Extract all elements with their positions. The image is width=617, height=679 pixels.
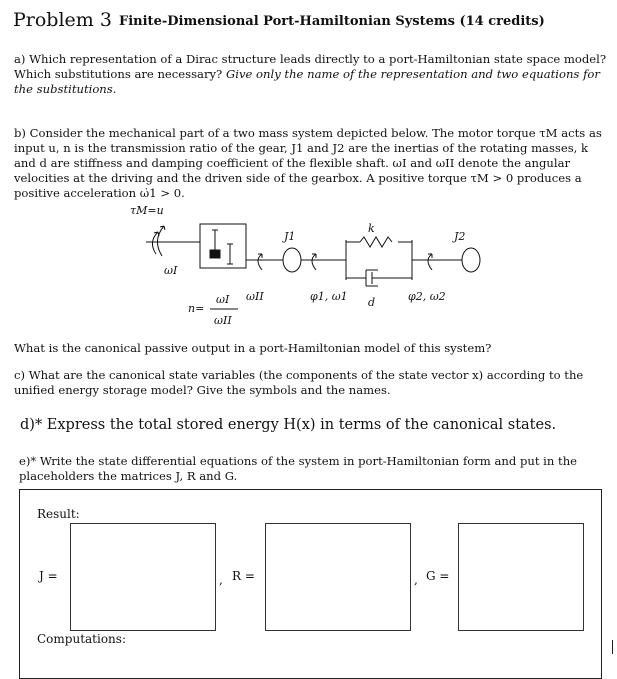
omega-ii-arrow [258, 254, 262, 270]
omega-ii-label: ωII [246, 290, 264, 303]
j-label: J = [39, 569, 58, 583]
part-a-emphasis: Give only the name of the representation and two equations for the substitutions. [14, 67, 600, 96]
inertia-j2 [462, 248, 480, 272]
phi2-label: φ2, ω2 [408, 290, 446, 303]
d-label: d [368, 296, 376, 309]
part-d-question: d)* Express the total stored energy H(x) in terms of the canonical states. [20, 417, 557, 433]
k-label: k [368, 222, 375, 235]
gearbox [200, 224, 246, 268]
page-edge-mark [612, 640, 613, 654]
problem-title: Problem 3 [13, 9, 112, 31]
torque-arrow-2 [157, 226, 164, 256]
part-c-question: c) What are the canonical state variables (the components of the state vector x) according to the unified energy storage model? Give the symbols and the names. [14, 368, 584, 397]
result-label: Result: [37, 507, 80, 521]
r-label: R = [232, 569, 255, 583]
two-mass-figure [120, 200, 500, 330]
tau-label: τM=u [130, 204, 164, 217]
result-box [19, 489, 602, 679]
part-a-question [14, 52, 610, 97]
phi1-arrow [312, 254, 316, 270]
n-eq-label: n= [188, 302, 205, 315]
separator-2: , [414, 573, 418, 587]
spring-k [360, 237, 392, 247]
j2-label: J2 [454, 230, 466, 243]
omega-ii-frac-label: ωII [214, 314, 232, 327]
r-matrix-input[interactable] [265, 523, 411, 631]
part-b-question: b) Consider the mechanical part of a two mass system depicted below. The motor torque τM acts as input u, n is the transmission ratio of the gear, J1 and J2 are the inertias of the rotating masses, k and d are stiffness and damping coefficient of the flexible shaft. ωI and ωII denote the angular velocities at the driving and the driven side of the gearbox. A positive torque τM > 0 produces a positive acceleration ω̇1 > 0. [14, 126, 602, 200]
inertia-j1 [283, 248, 301, 272]
omega-i-label: ωI [164, 264, 178, 277]
j1-label: J1 [284, 230, 296, 243]
canonical-output-question: What is the canonical passive output in a port-Hamiltonian model of this system? [14, 341, 492, 355]
g-label: G = [426, 569, 450, 583]
g-matrix-input[interactable] [458, 523, 584, 631]
part-e-question: e)* Write the state differential equations of the system in port-Hamiltonian form and put in the placeholders the matrices J, R and G. [19, 454, 578, 483]
computations-label: Computations: [37, 632, 126, 646]
phi1-label: φ1, ω1 [310, 290, 348, 303]
part-a-text: a) Which representation of a Dirac structure leads directly to a port-Hamiltonian state space model? Which substitutions are necessary? [14, 52, 607, 81]
gear-contact [210, 250, 220, 258]
problem-subtitle: Finite-Dimensional Port-Hamiltonian Systems (14 credits) [119, 14, 545, 29]
omega-i-frac-label: ωI [216, 293, 230, 306]
separator-1: , [219, 573, 223, 587]
j-matrix-input[interactable] [70, 523, 216, 631]
phi2-arrow [428, 254, 432, 270]
